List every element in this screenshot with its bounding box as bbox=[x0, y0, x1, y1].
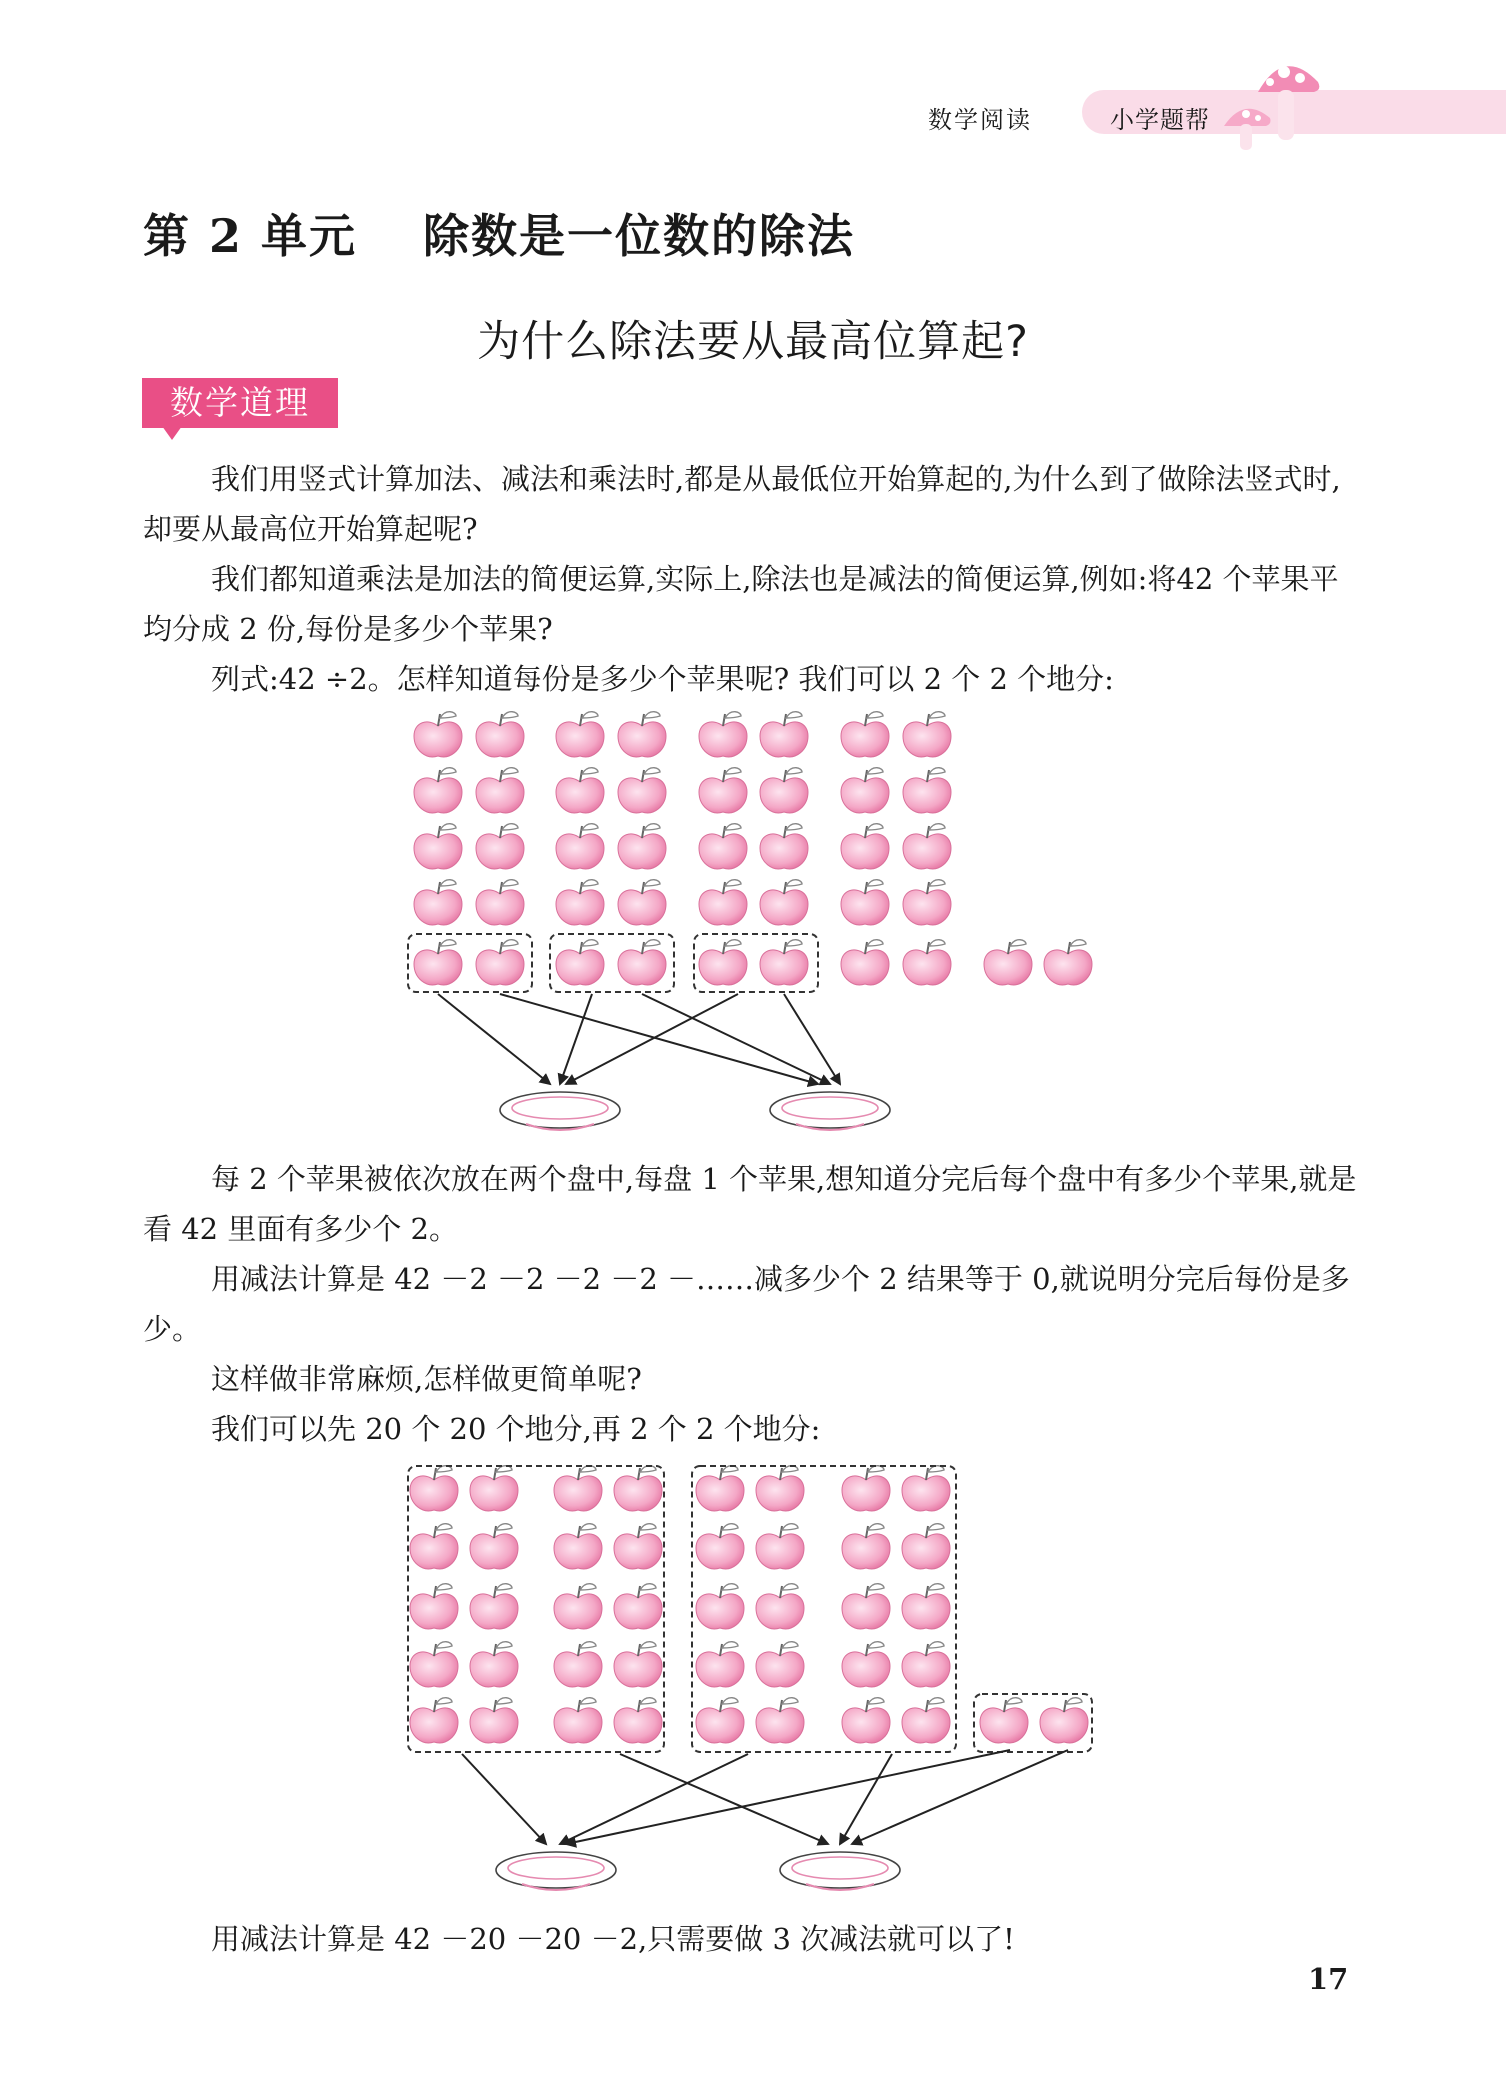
apple-icon bbox=[618, 940, 666, 985]
section-label: 数学道理 bbox=[142, 378, 338, 428]
apple-icon bbox=[903, 768, 951, 813]
apple-icon bbox=[554, 1524, 602, 1569]
apple-icon bbox=[699, 880, 747, 925]
apple-icon bbox=[902, 1524, 950, 1569]
apple-icon bbox=[556, 940, 604, 985]
apple-icon bbox=[556, 712, 604, 757]
apple-icon bbox=[842, 1698, 890, 1743]
apple-icon bbox=[410, 1584, 458, 1629]
apple-icon bbox=[470, 1524, 518, 1569]
apple-icon bbox=[984, 940, 1032, 985]
apple-icon bbox=[618, 824, 666, 869]
apple-icon bbox=[842, 1584, 890, 1629]
plate-icon bbox=[496, 1852, 616, 1890]
apple-icon bbox=[841, 712, 889, 757]
apple-icon bbox=[696, 1524, 744, 1569]
apple-icon bbox=[902, 1642, 950, 1687]
apple-icon bbox=[760, 712, 808, 757]
apple-icon bbox=[614, 1524, 662, 1569]
apple-icon bbox=[414, 712, 462, 757]
apple-icon bbox=[902, 1584, 950, 1629]
apple-icon bbox=[903, 940, 951, 985]
apple-icon bbox=[699, 712, 747, 757]
arrow bbox=[642, 994, 830, 1084]
apple-icon bbox=[556, 880, 604, 925]
apple-icon bbox=[618, 712, 666, 757]
apple-icon bbox=[414, 880, 462, 925]
apple-icon bbox=[760, 768, 808, 813]
apple-icon bbox=[696, 1466, 744, 1511]
apple-icon bbox=[841, 824, 889, 869]
apple-icon bbox=[842, 1466, 890, 1511]
apple-icon bbox=[554, 1584, 602, 1629]
paragraph-7: 我们可以先 20 个 20 个地分,再 2 个 2 个地分: bbox=[211, 1412, 821, 1446]
apple-icon bbox=[470, 1584, 518, 1629]
figure-apples-twenties bbox=[408, 1466, 1092, 1890]
arrow bbox=[566, 1750, 1010, 1844]
apple-icon bbox=[476, 768, 524, 813]
plate-icon bbox=[500, 1092, 620, 1130]
apple-icon bbox=[614, 1642, 662, 1687]
header-series-label: 小学题帮 bbox=[1110, 106, 1210, 134]
apple-icon bbox=[410, 1466, 458, 1511]
arrow bbox=[620, 1754, 828, 1844]
apple-icon bbox=[476, 880, 524, 925]
apple-icon bbox=[756, 1466, 804, 1511]
apple-icon bbox=[410, 1698, 458, 1743]
plate-icon bbox=[770, 1092, 890, 1130]
paragraph-3: 列式:42 ÷2。怎样知道每份是多少个苹果呢? 我们可以 2 个 2 个地分: bbox=[211, 662, 1114, 696]
apple-icon bbox=[699, 824, 747, 869]
paragraph-5: 用减法计算是 42 －2 －2 －2 －2 －……减多少个 2 结果等于 0,就说明分完后每份是多少。 bbox=[143, 1262, 1350, 1346]
arrow bbox=[560, 1754, 748, 1844]
apple-icon bbox=[760, 824, 808, 869]
apple-icon bbox=[696, 1698, 744, 1743]
apple-icon bbox=[756, 1698, 804, 1743]
apple-icon bbox=[756, 1584, 804, 1629]
apple-icon bbox=[902, 1698, 950, 1743]
apple-icon bbox=[618, 880, 666, 925]
paragraph-6: 这样做非常麻烦,怎样做更简单呢? bbox=[211, 1362, 642, 1396]
apple-icon bbox=[696, 1584, 744, 1629]
apple-icon bbox=[699, 940, 747, 985]
apple-icon bbox=[841, 940, 889, 985]
apple-icon bbox=[410, 1642, 458, 1687]
apple-icon bbox=[841, 880, 889, 925]
arrow bbox=[784, 994, 840, 1084]
arrow bbox=[560, 994, 592, 1084]
apple-icon bbox=[554, 1698, 602, 1743]
apple-icon bbox=[841, 768, 889, 813]
apple-icon bbox=[476, 712, 524, 757]
apple-icon bbox=[842, 1642, 890, 1687]
apple-icon bbox=[414, 824, 462, 869]
apple-icon bbox=[476, 824, 524, 869]
apple-icon bbox=[470, 1642, 518, 1687]
apple-icon bbox=[554, 1466, 602, 1511]
apple-icon bbox=[902, 1466, 950, 1511]
apple-icon bbox=[470, 1466, 518, 1511]
arrow bbox=[566, 994, 738, 1084]
apple-icon bbox=[1044, 940, 1092, 985]
apple-icon bbox=[414, 940, 462, 985]
paragraph-1: 我们用竖式计算加法、减法和乘法时,都是从最低位开始算起的,为什么到了做除法竖式时,却要从最高位开始算起呢? bbox=[143, 462, 1341, 546]
apple-icon bbox=[980, 1698, 1028, 1743]
arrow bbox=[500, 994, 818, 1084]
apple-icon bbox=[903, 712, 951, 757]
apple-icon bbox=[760, 880, 808, 925]
apple-icon bbox=[614, 1466, 662, 1511]
apple-icon bbox=[556, 768, 604, 813]
unit-title: 第 2 单元 除数是一位数的除法 bbox=[143, 209, 856, 263]
apple-icon bbox=[476, 940, 524, 985]
apple-icon bbox=[903, 824, 951, 869]
apple-icon bbox=[696, 1642, 744, 1687]
page-number: 17 bbox=[1308, 1962, 1349, 1996]
apple-icon bbox=[410, 1524, 458, 1569]
apple-icon bbox=[760, 940, 808, 985]
apple-icon bbox=[1040, 1698, 1088, 1743]
arrow bbox=[438, 994, 550, 1084]
plate-icon bbox=[780, 1852, 900, 1890]
apple-icon bbox=[614, 1584, 662, 1629]
apple-icon bbox=[614, 1698, 662, 1743]
paragraph-2: 我们都知道乘法是加法的简便运算,实际上,除法也是减法的简便运算,例如:将42 个苹果平均分成 2 份,每份是多少个苹果? bbox=[143, 562, 1339, 646]
apple-icon bbox=[903, 880, 951, 925]
apple-icon bbox=[470, 1698, 518, 1743]
apple-icon bbox=[756, 1524, 804, 1569]
apple-icon bbox=[554, 1642, 602, 1687]
figure-apples-pairs bbox=[408, 712, 1092, 1130]
lesson-title: 为什么除法要从最高位算起? bbox=[477, 317, 1029, 367]
paragraph-4: 每 2 个苹果被依次放在两个盘中,每盘 1 个苹果,想知道分完后每个盘中有多少个苹果,就是看 42 里面有多少个 2。 bbox=[143, 1162, 1357, 1246]
apple-icon bbox=[414, 768, 462, 813]
arrow bbox=[852, 1750, 1068, 1844]
apple-icon bbox=[618, 768, 666, 813]
apple-icon bbox=[699, 768, 747, 813]
paragraph-8: 用减法计算是 42 －20 －20 －2,只需要做 3 次减法就可以了! bbox=[211, 1922, 1015, 1956]
apple-icon bbox=[756, 1642, 804, 1687]
apple-icon bbox=[842, 1524, 890, 1569]
arrow bbox=[462, 1754, 546, 1844]
header-book-section: 数学阅读 bbox=[928, 106, 1032, 134]
apple-icon bbox=[556, 824, 604, 869]
